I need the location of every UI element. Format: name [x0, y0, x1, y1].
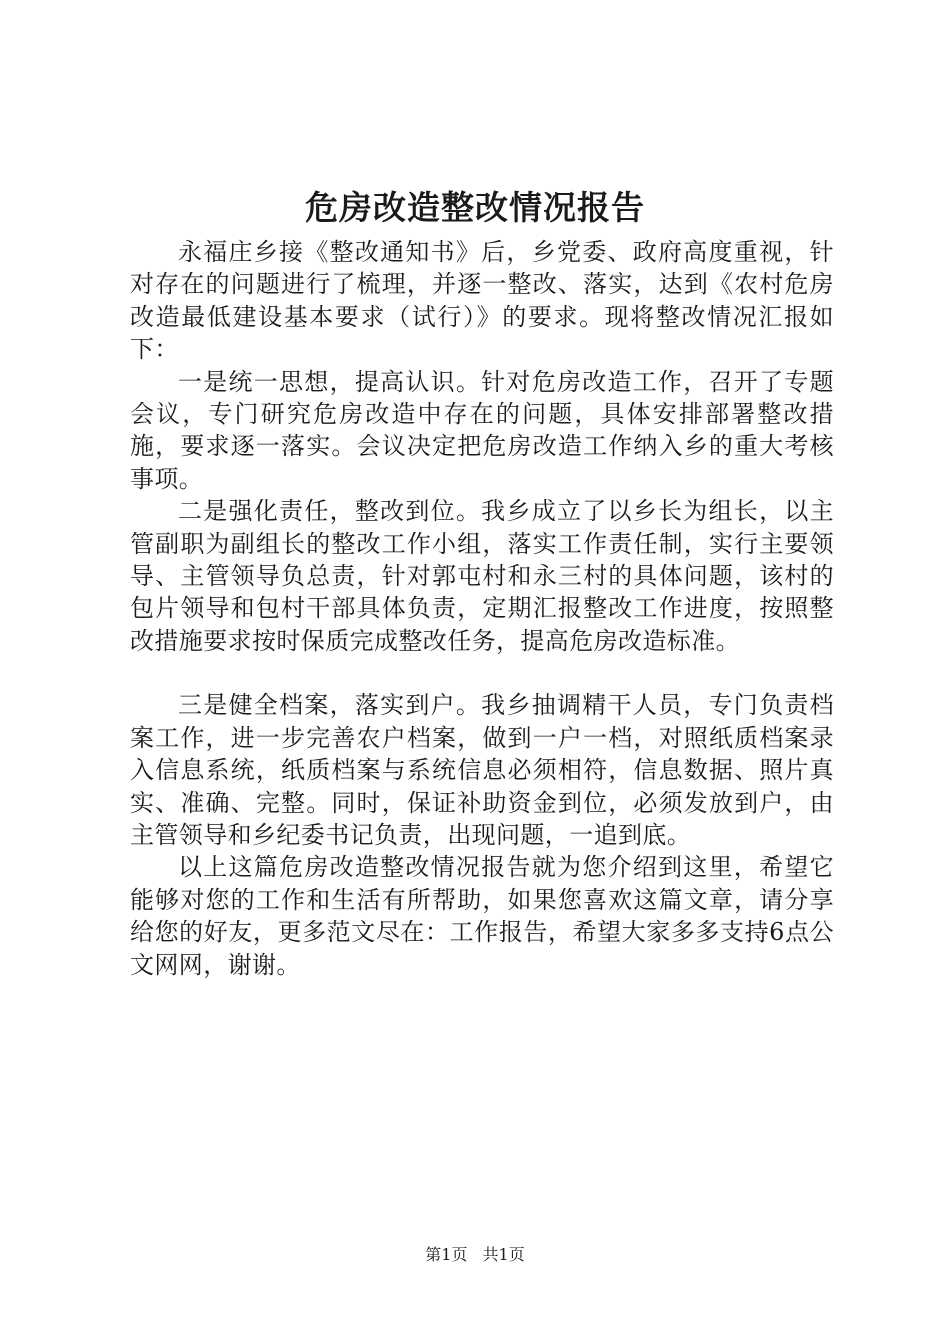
paragraph-intro: 永福庄乡接《整改通知书》后，乡党委、政府高度重视，针对存在的问题进行了梳理，并逐一整改、落实，达到《农村危房改造最低建设基本要求（试行）》的要求。现将整改情况汇报如下： — [130, 238, 834, 364]
paragraph-point-one: 一是统一思想，提高认识。针对危房改造工作，召开了专题会议，专门研究危房改造中存在的问题，具体安排部署整改措施，要求逐一落实。会议决定把危房改造工作纳入乡的重大考核事项。 — [130, 367, 834, 493]
paragraph-point-three: 三是健全档案，落实到户。我乡抽调精干人员，专门负责档案工作，进一步完善农户档案，做到一户一档，对照纸质档案录入信息系统，纸质档案与系统信息必须相符，信息数据、照片真实、准确、完整。同时，保证补助资金到位，必须发放到户，由主管领导和乡纪委书记负责，出现问题，一追到底。 — [130, 691, 834, 849]
paragraph-closing: 以上这篇危房改造整改情况报告就为您介绍到这里，希望它能够对您的工作和生活有所帮助，如果您喜欢这篇文章，请分享给您的好友，更多范文尽在：工作报告，希望大家多多支持6点公文网网，谢谢。 — [130, 853, 834, 979]
page-footer — [0, 1244, 950, 1266]
paragraph-point-two: 二是强化责任，整改到位。我乡成立了以乡长为组长，以主管副职为副组长的整改工作小组，落实工作责任制，实行主要领导、主管领导负总责，针对郭屯村和永三村的具体问题，该村的包片领导和包村干部具体负责，定期汇报整改工作进度，按照整改措施要求按时保质完成整改任务，提高危房改造标准。 — [130, 497, 834, 655]
page-number: 第1页 — [425, 1245, 468, 1264]
document-body — [130, 236, 834, 981]
document-title: 危房改造整改情况报告 — [305, 188, 645, 227]
page-total: 共1页 — [482, 1245, 525, 1264]
